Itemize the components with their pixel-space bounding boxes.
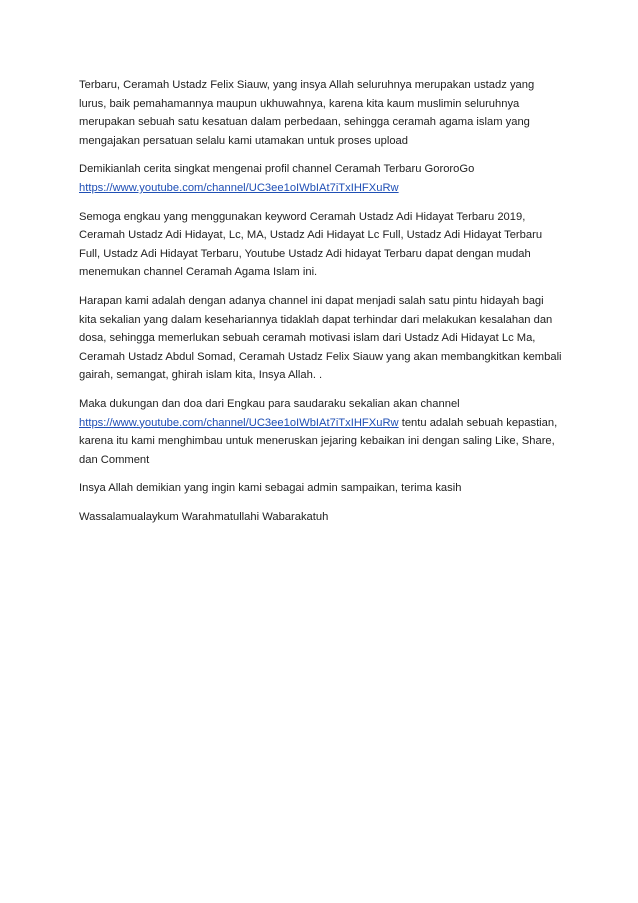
channel-link-support[interactable]: https://www.youtube.com/channel/UC3ee1oIWbIAt7iTxIHFXuRw [79,416,399,429]
paragraph-hope: Harapan kami adalah dengan adanya channel ini dapat menjadi salah satu pintu hidayah bagi kita sekalian yang dalam kesehariannya tidaklah dapat terhindar dari melakukan kesalahan dan dosa, sehingga memerlukan sebuah ceramah motivasi islam dari Ustadz Adi Hidayat Lc Ma, Ceramah Ustadz Abdul Somad, Ceramah Ustadz Felix Siauw yang akan membangkitkan kembali gairah, semangat, ghirah islam kita, Insya Allah. . [79,294,562,382]
paragraph-intro-continuation: Terbaru, Ceramah Ustadz Felix Siauw, yang insya Allah seluruhnya merupakan ustadz yang lurus, baik pemahamannya maupun ukhuwahnya, karena kita kaum muslimin seluruhnya merupakan sebuah satu kesatuan dalam perbedaan, sehingga ceramah agama islam yang mengajakan persatuan selalu kami utamakan untuk proses upload [79,79,535,147]
paragraph-salutation: Wassalamualaykum Warahmatullahi Wabarakatuh [79,510,329,523]
support-text-before: Maka dukungan dan doa dari Engkau para saudaraku sekalian akan channel [79,397,460,410]
paragraph-support [79,395,563,469]
paragraph-channel-profile [79,160,563,197]
paragraph-keywords: Semoga engkau yang menggunakan keyword Ceramah Ustadz Adi Hidayat Terbaru 2019, Ceramah Ustadz Adi Hidayat, Lc, MA, Ustadz Adi Hidayat Lc Full, Ustadz Adi Hidayat Terbaru Full, Ustadz Adi Hidayat Terbaru, Youtube Ustadz Adi hidayat Terbaru dapat dengan mudah menemukan channel Ceramah Agama Islam ini. [79,210,543,279]
document-body [79,76,563,536]
support-text-after: tentu adalah sebuah kepastian, karena itu kami menghimbau untuk meneruskan jejaring kebaikan ini dengan saling Like, Share, dan Comment [79,416,558,466]
channel-profile-text: Demikianlah cerita singkat mengenai profil channel Ceramah Terbaru GororoGo [79,163,475,176]
paragraph-closing: Insya Allah demikian yang ingin kami sebagai admin sampaikan, terima kasih [79,482,462,495]
channel-link[interactable]: https://www.youtube.com/channel/UC3ee1oIWbIAt7iTxIHFXuRw [79,181,399,194]
